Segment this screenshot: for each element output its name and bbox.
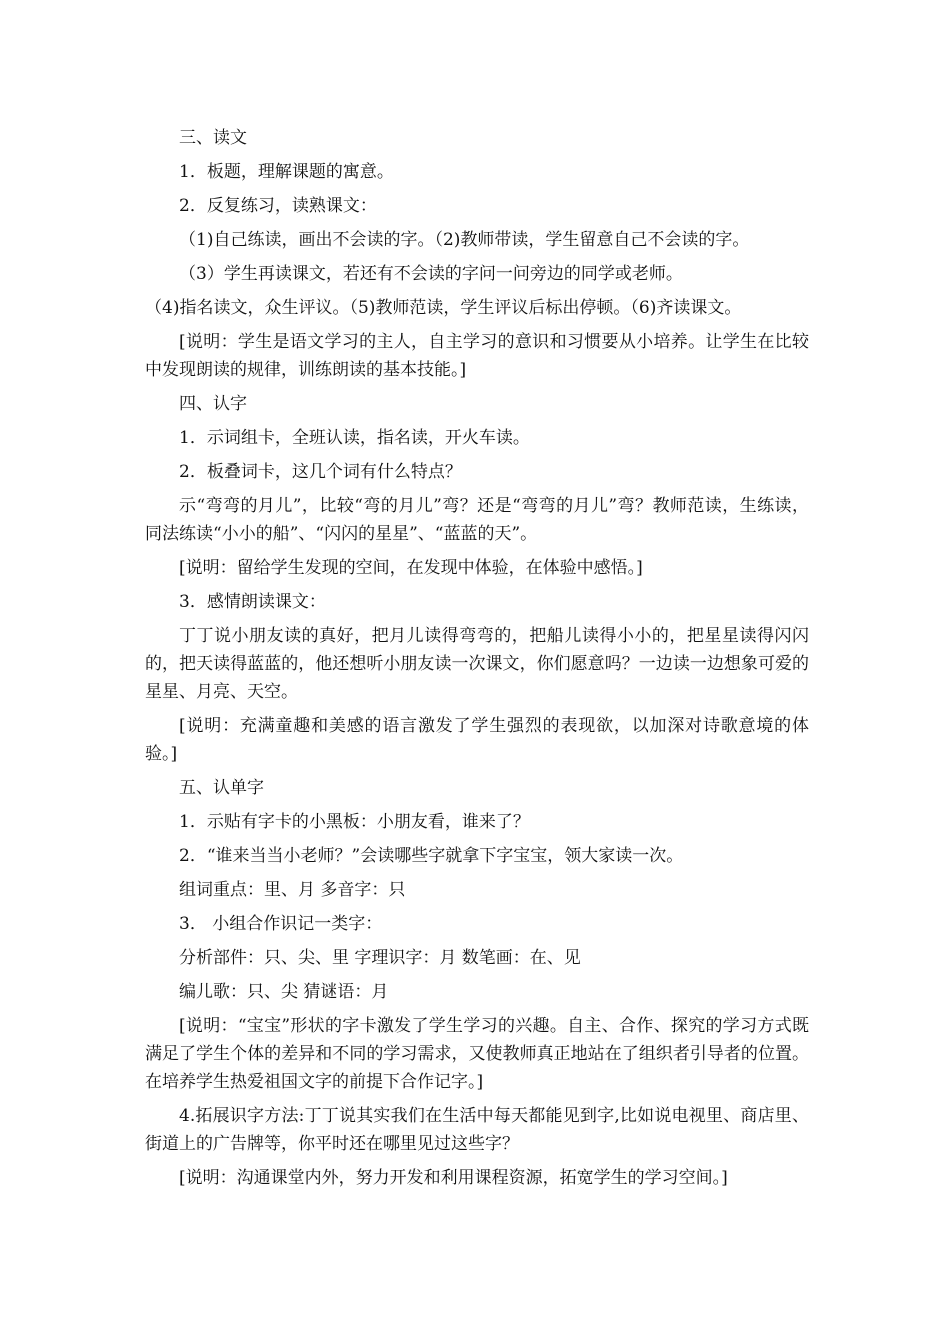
paragraph: 4.拓展识字方法:丁丁说其实我们在生活中每天都能见到字,比如说电视里、商店里、街道上的广告牌等，你平时还在哪里见过这些字？: [145, 1106, 809, 1154]
paragraph: 3． 小组合作识记一类字：: [179, 914, 383, 934]
note-paragraph: [说明：学生是语文学习的主人，自主学习的意识和习惯要从小培养。让学生在比较中发现朗读的规律，训练朗读的基本技能。]: [145, 332, 809, 380]
note-paragraph: [说明：“宝宝”形状的字卡激发了学生学习的兴趣。自主、合作、探究的学习方式既满足了学生个体的差异和不同的学习需求，又使教师真正地站在了组织者引导者的位置。在培养学生热爱祖国文字的前提下合作记字。]: [145, 1016, 809, 1092]
note-paragraph: [说明：沟通课堂内外，努力开发和利用课程资源，拓宽学生的学习空间。]: [179, 1168, 728, 1188]
paragraph: （4)指名读文，众生评议。（5)教师范读，学生评议后标出停顿。（6)齐读课文。: [145, 298, 742, 318]
paragraph: 示“弯弯的月儿”，比较“弯的月儿”弯？还是“弯弯的月儿”弯？教师范读，生练读，同法练读“小小的船”、“闪闪的星星”、“蓝蓝的天”。: [145, 496, 809, 544]
paragraph: （3）学生再读课文，若还有不会读的字问一问旁边的同学或老师。: [179, 264, 683, 284]
section-heading: 五、认单字: [179, 778, 264, 798]
paragraph: 1．板题，理解课题的寓意。: [179, 162, 394, 182]
paragraph: 2．板叠词卡，这几个词有什么特点？: [179, 462, 462, 482]
section-heading: 四、认字: [179, 394, 247, 414]
section-heading: 三、读文: [179, 128, 247, 148]
paragraph: 组词重点：里、月 多音字：只: [179, 880, 406, 900]
paragraph: 丁丁说小朋友读的真好，把月儿读得弯弯的，把船儿读得小小的，把星星读得闪闪的，把天读得蓝蓝的，他还想听小朋友读一次课文，你们愿意吗？一边读一边想象可爱的星星、月亮、天空。: [145, 626, 809, 702]
paragraph: 2．反复练习，读熟课文：: [179, 196, 377, 216]
paragraph: 2．“谁来当当小老师？”会读哪些字就拿下字宝宝，领大家读一次。: [179, 846, 684, 866]
paragraph: 3．感情朗读课文：: [179, 592, 326, 612]
note-paragraph: [说明：留给学生发现的空间，在发现中体验，在体验中感悟。]: [179, 558, 643, 578]
paragraph: 编儿歌：只、尖 猜谜语：月: [179, 982, 389, 1002]
document-body: [145, 124, 809, 1198]
paragraph: 1．示贴有字卡的小黑板：小朋友看，谁来了？: [179, 812, 530, 832]
paragraph: 分析部件：只、尖、里 字理识字：月 数笔画：在、见: [179, 948, 581, 968]
paragraph: 1．示词组卡，全班认读，指名读，开火车读。: [179, 428, 530, 448]
paragraph: （1)自己练读，画出不会读的字。（2)教师带读，学生留意自己不会读的字。: [179, 230, 750, 250]
note-paragraph: [说明：充满童趣和美感的语言激发了学生强烈的表现欲，以加深对诗歌意境的体验。]: [145, 716, 809, 764]
